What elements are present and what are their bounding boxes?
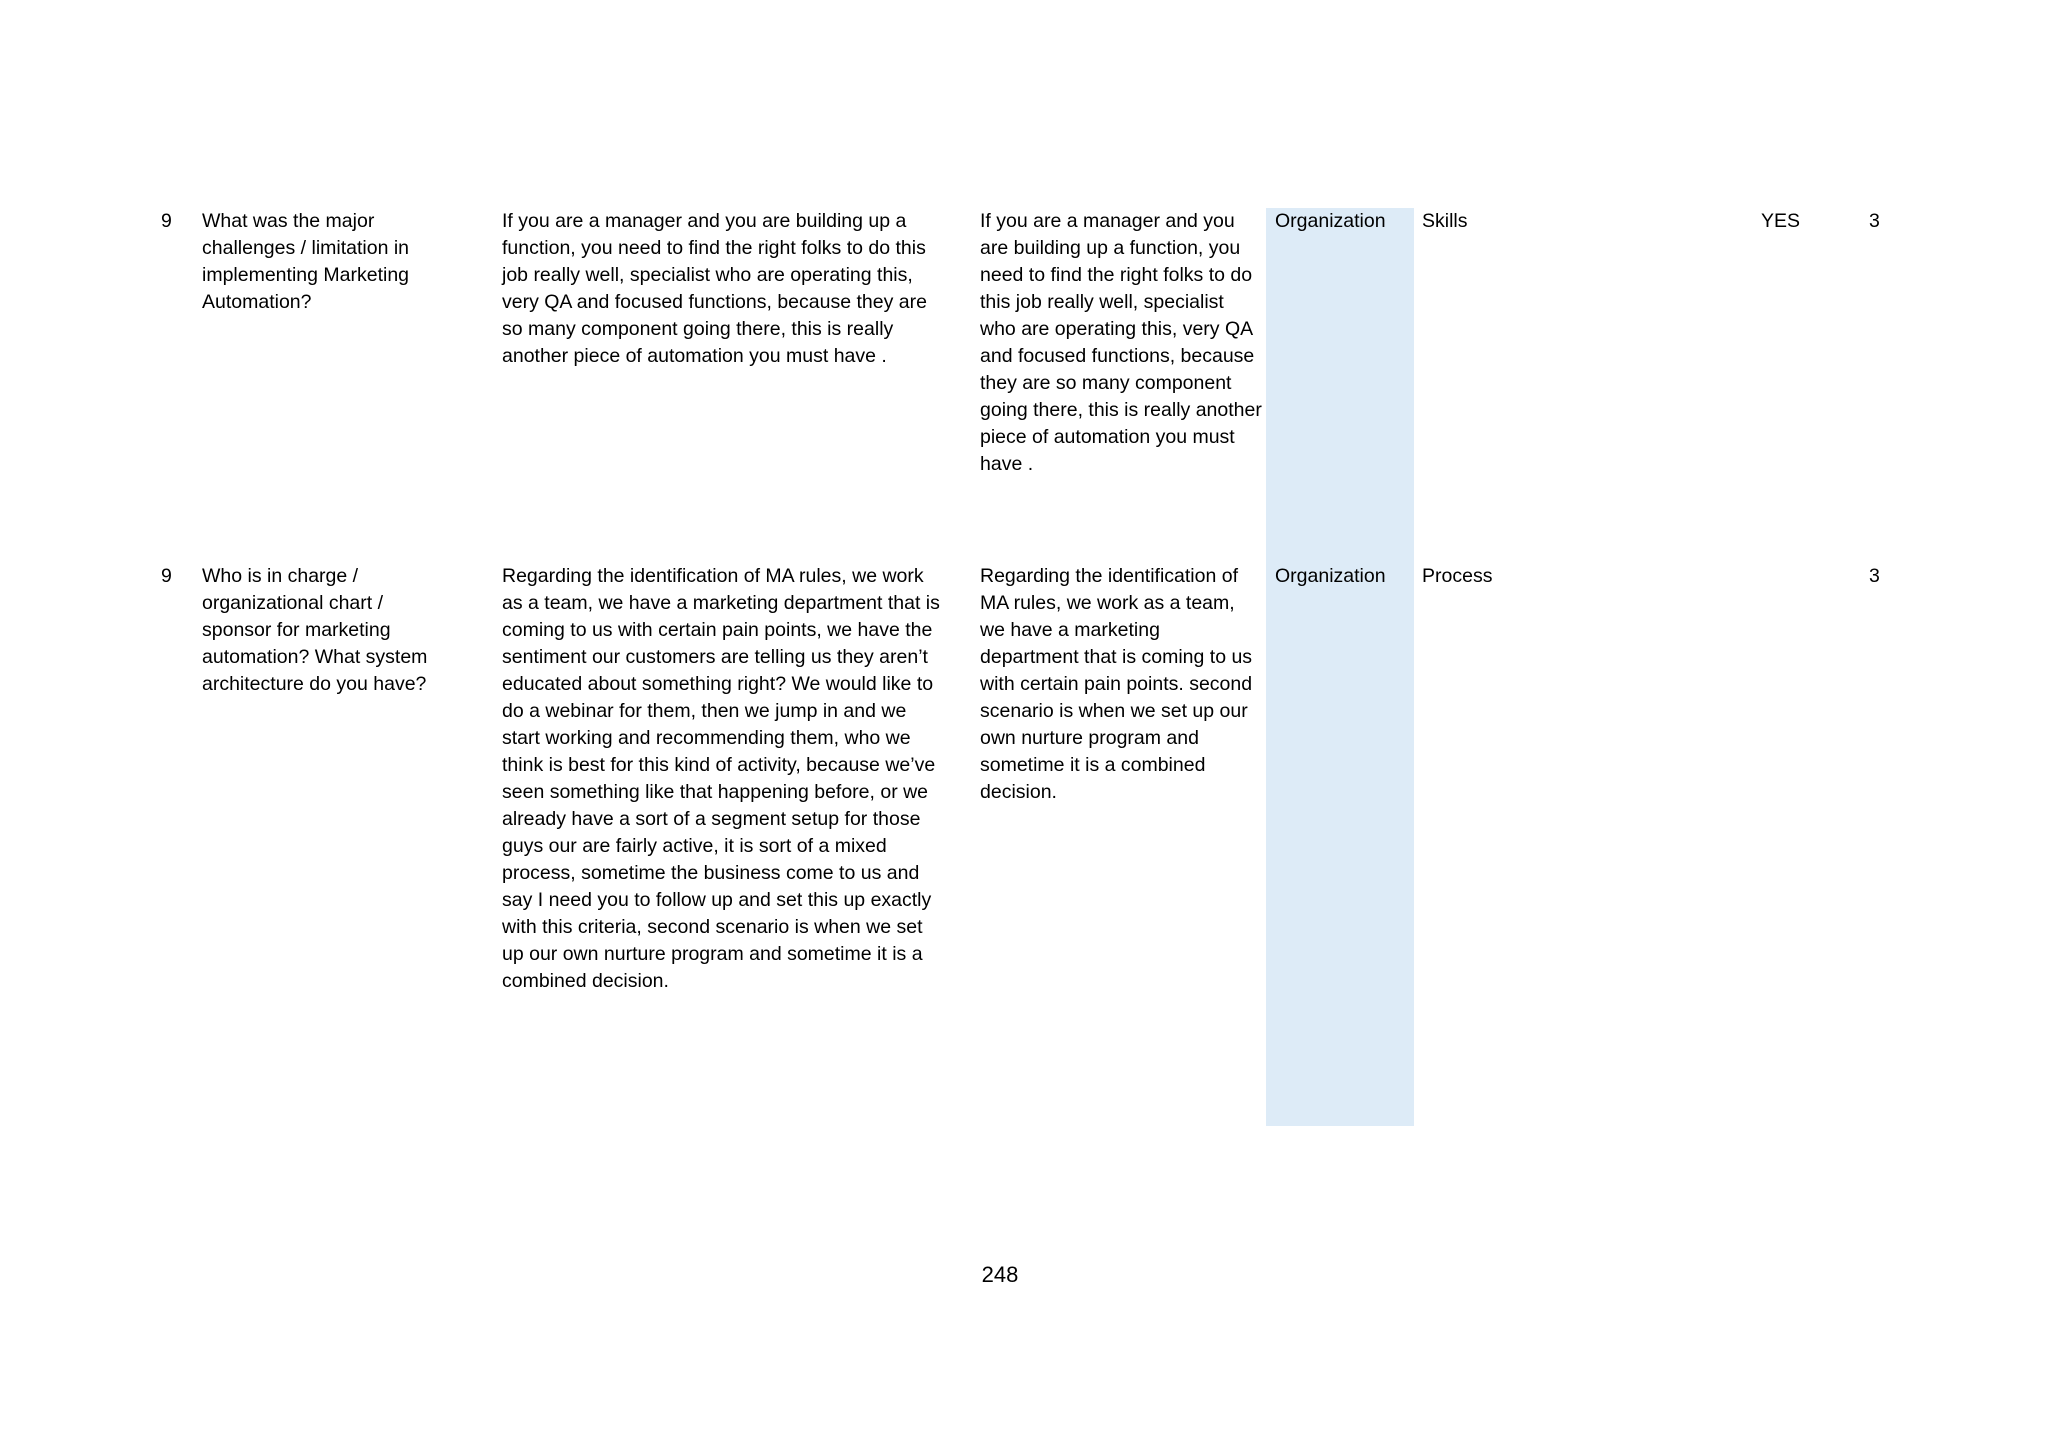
dimension-cell: Organization bbox=[1275, 210, 1386, 232]
dimension-cell: Organization bbox=[1275, 565, 1386, 587]
question-cell: What was the major challenges / limitation in implementing Marketing Automation? bbox=[202, 210, 410, 313]
row-number: 9 bbox=[161, 210, 172, 232]
coded-answer-cell: Regarding the identification of MA rules, we work as a team, we have a marketing department that is coming to us with certain pain points. second scenario is when we set up our own nurture program and sometime it is a combined decision. bbox=[980, 565, 1253, 803]
question-cell: Who is in charge / organizational chart / sponsor for marketing automation? What system architecture do you have? bbox=[202, 565, 428, 695]
row-number: 9 bbox=[161, 565, 172, 587]
flag-cell: YES bbox=[1761, 210, 1801, 232]
score-cell: 3 bbox=[1869, 565, 1880, 587]
full-answer-cell: Regarding the identification of MA rules, we work as a team, we have a marketing department that is coming to us with certain pain points, we have the sentiment our customers are telling us they aren’t educated about something right? We would like to do a webinar for them, then we jump in and we start working and recommending them, who we think is best for this kind of activity, because we’ve seen something like that happening before, or we already have a sort of a segment setup for those guys our are fairly active, it is sort of a mixed process, sometime the business come to us and say I need you to follow up and set this up exactly with this criteria, second scenario is when we set up our own nurture program and sometime it is a combined decision. bbox=[502, 565, 940, 992]
subdimension-cell: Process bbox=[1422, 565, 1493, 587]
subdimension-cell: Skills bbox=[1422, 210, 1468, 232]
score-cell: 3 bbox=[1869, 210, 1880, 232]
full-answer-cell: If you are a manager and you are building up a function, you need to find the right folks to do this job really well, specialist who are operating this, very QA and focused functions, because they are so many component going there, this is really another piece of automation you must have . bbox=[502, 210, 927, 367]
coded-answer-cell: If you are a manager and you are building up a function, you need to find the right folks to do this job really well, specialist who are operating this, very QA and focused functions, because they are so many component going there, this is really another piece of automation you must have . bbox=[980, 210, 1262, 475]
page-number: 248 bbox=[981, 1262, 1019, 1287]
